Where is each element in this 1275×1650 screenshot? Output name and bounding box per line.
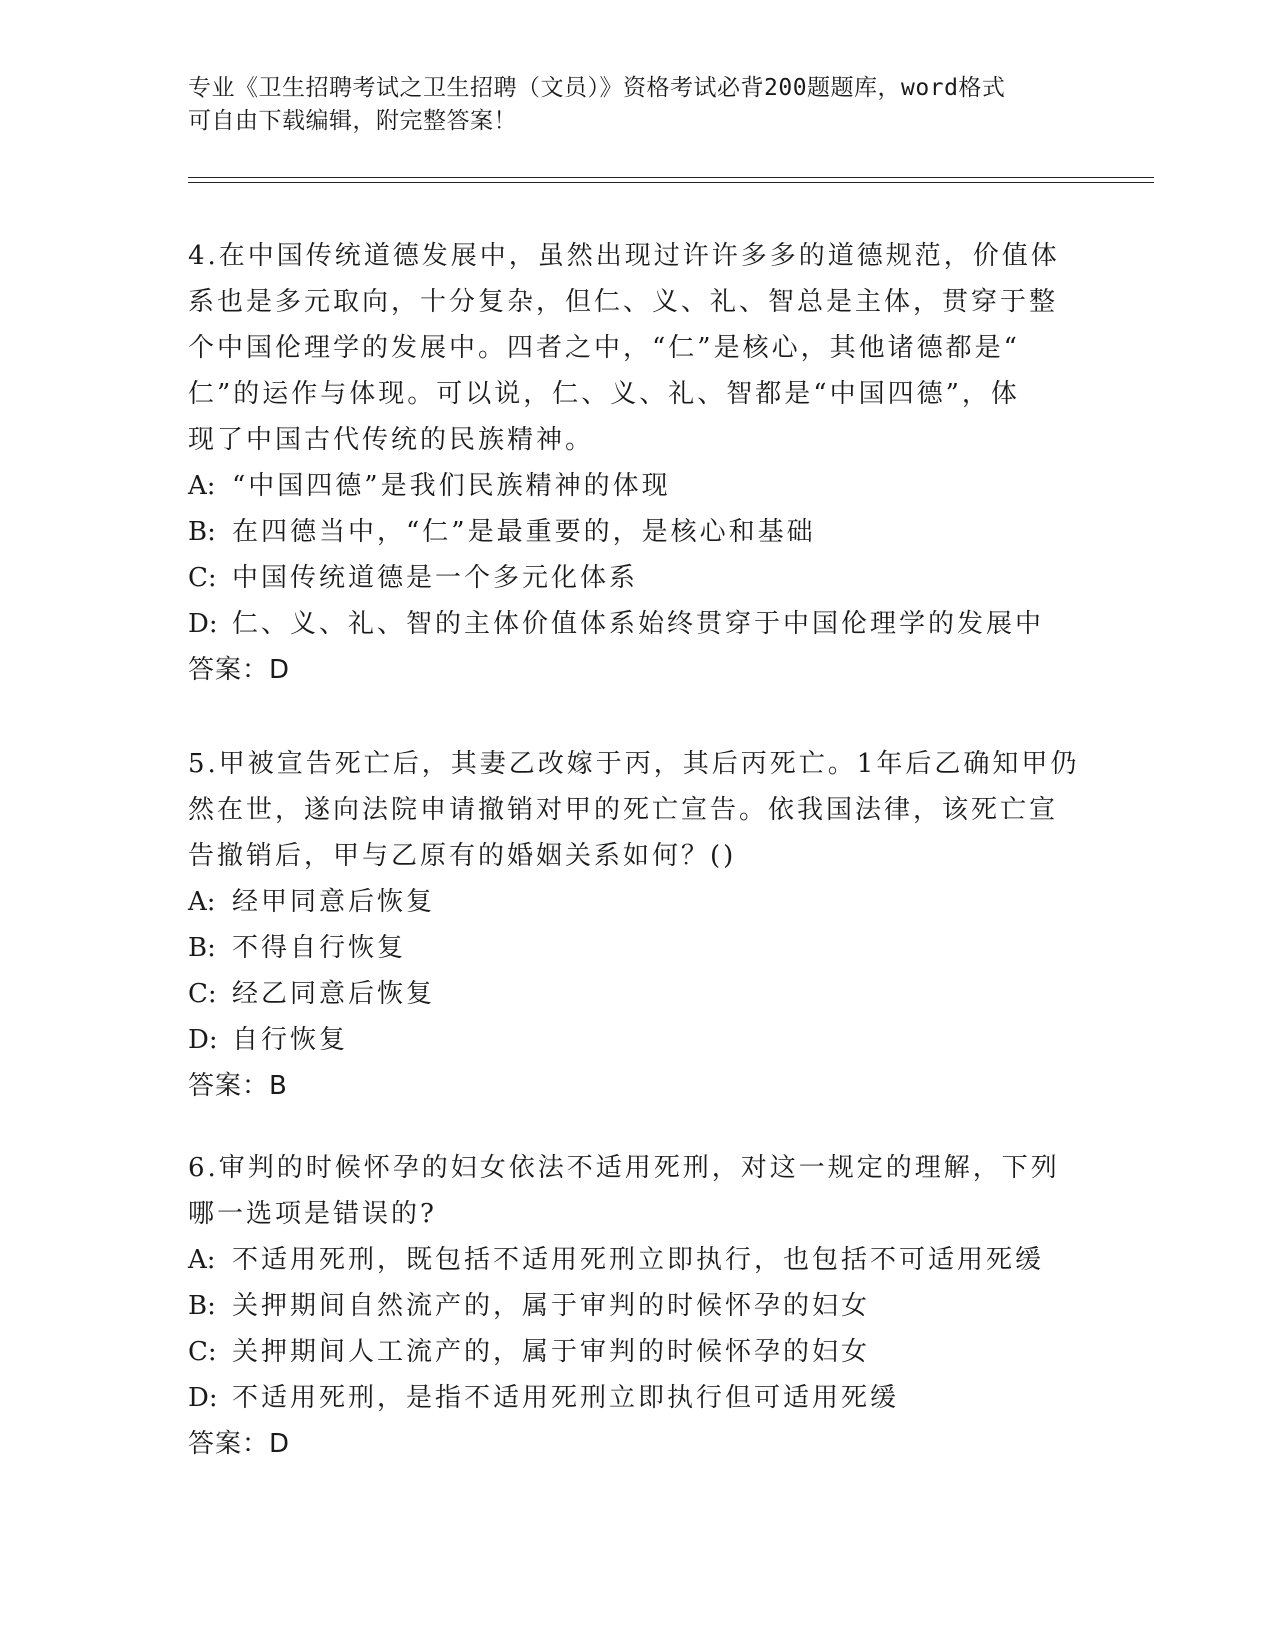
option-key: C: <box>188 1337 217 1367</box>
header-divider-bottom <box>188 182 1154 183</box>
option-d <box>188 601 1088 647</box>
stem-line: 现了中国古代传统的民族精神。 <box>188 425 595 455</box>
stem-line: 4.在中国传统道德发展中，虽然出现过许许多多的道德规范，价值体 <box>188 241 1060 271</box>
question-block <box>188 233 1088 693</box>
option-text: “中国四德”是我们民族精神的体现 <box>232 471 671 501</box>
header-divider-top <box>188 177 1154 178</box>
option-c <box>188 555 1088 601</box>
option-text: 关押期间自然流产的，属于审判的时候怀孕的妇女 <box>232 1291 871 1321</box>
option-text: 在四德当中，“仁”是最重要的，是核心和基础 <box>232 517 816 547</box>
option-text: 仁、义、礼、智的主体价值体系始终贯穿于中国伦理学的发展中 <box>232 609 1045 639</box>
option-b <box>188 925 1088 971</box>
stem-line: 哪一选项是错误的? <box>188 1199 437 1229</box>
option-a <box>188 1237 1088 1283</box>
option-key: D: <box>188 1383 218 1413</box>
option-c <box>188 1329 1088 1375</box>
stem-line: 5.甲被宣告死亡后，其妻乙改嫁于丙，其后丙死亡。1年后乙确知甲仍 <box>188 749 1080 779</box>
option-key: B: <box>188 933 216 963</box>
question-stem <box>188 233 1088 463</box>
header-line-1: 专业《卫生招聘考试之卫生招聘（文员）》资格考试必背200题题库，word格式 <box>188 75 1006 101</box>
option-b <box>188 509 1088 555</box>
stem-line: 仁”的运作与体现。可以说，仁、义、礼、智都是“中国四德”，体 <box>188 379 1020 409</box>
option-key: A: <box>188 887 216 917</box>
option-key: B: <box>188 1291 216 1321</box>
option-text: 经甲同意后恢复 <box>232 887 436 917</box>
stem-line: 6.审判的时候怀孕的妇女依法不适用死刑，对这一规定的理解，下列 <box>188 1153 1060 1183</box>
stem-line: 然在世，遂向法院申请撤销对甲的死亡宣告。依我国法律，该死亡宣 <box>188 795 1059 825</box>
option-text: 自行恢复 <box>232 1025 349 1055</box>
option-key: C: <box>188 979 217 1009</box>
option-text: 不适用死刑，是指不适用死刑立即执行但可适用死缓 <box>232 1383 900 1413</box>
option-key: D: <box>188 1025 218 1055</box>
option-a <box>188 879 1088 925</box>
option-text: 不适用死刑，既包括不适用死刑立即执行，也包括不可适用死缓 <box>232 1245 1045 1275</box>
stem-line: 系也是多元取向，十分复杂，但仁、义、礼、智总是主体，贯穿于整 <box>188 287 1059 317</box>
answer-line: 答案：D <box>188 1429 291 1459</box>
question-stem <box>188 741 1088 879</box>
stem-line: 个中国伦理学的发展中。四者之中，“仁”是核心，其他诸德都是“ <box>188 333 1020 363</box>
answer-line: 答案：B <box>188 1071 288 1101</box>
option-d <box>188 1375 1088 1421</box>
option-key: B: <box>188 517 216 547</box>
option-key: D: <box>188 609 218 639</box>
option-c <box>188 971 1088 1017</box>
option-b <box>188 1283 1088 1329</box>
question-block <box>188 1145 1088 1467</box>
stem-line: 告撤销后，甲与乙原有的婚姻关系如何？() <box>188 841 737 871</box>
option-text: 关押期间人工流产的，属于审判的时候怀孕的妇女 <box>232 1337 871 1367</box>
header-line-2: 可自由下载编辑，附完整答案！ <box>188 108 517 134</box>
answer-line: 答案：D <box>188 655 291 685</box>
option-key: A: <box>188 1245 216 1275</box>
option-a <box>188 463 1088 509</box>
option-key: A: <box>188 471 216 501</box>
document-header <box>188 72 1088 138</box>
option-text: 不得自行恢复 <box>232 933 407 963</box>
option-text: 经乙同意后恢复 <box>232 979 436 1009</box>
question-stem <box>188 1145 1088 1237</box>
option-key: C: <box>188 563 217 593</box>
option-text: 中国传统道德是一个多元化体系 <box>232 563 639 593</box>
question-block <box>188 741 1088 1109</box>
option-d <box>188 1017 1088 1063</box>
